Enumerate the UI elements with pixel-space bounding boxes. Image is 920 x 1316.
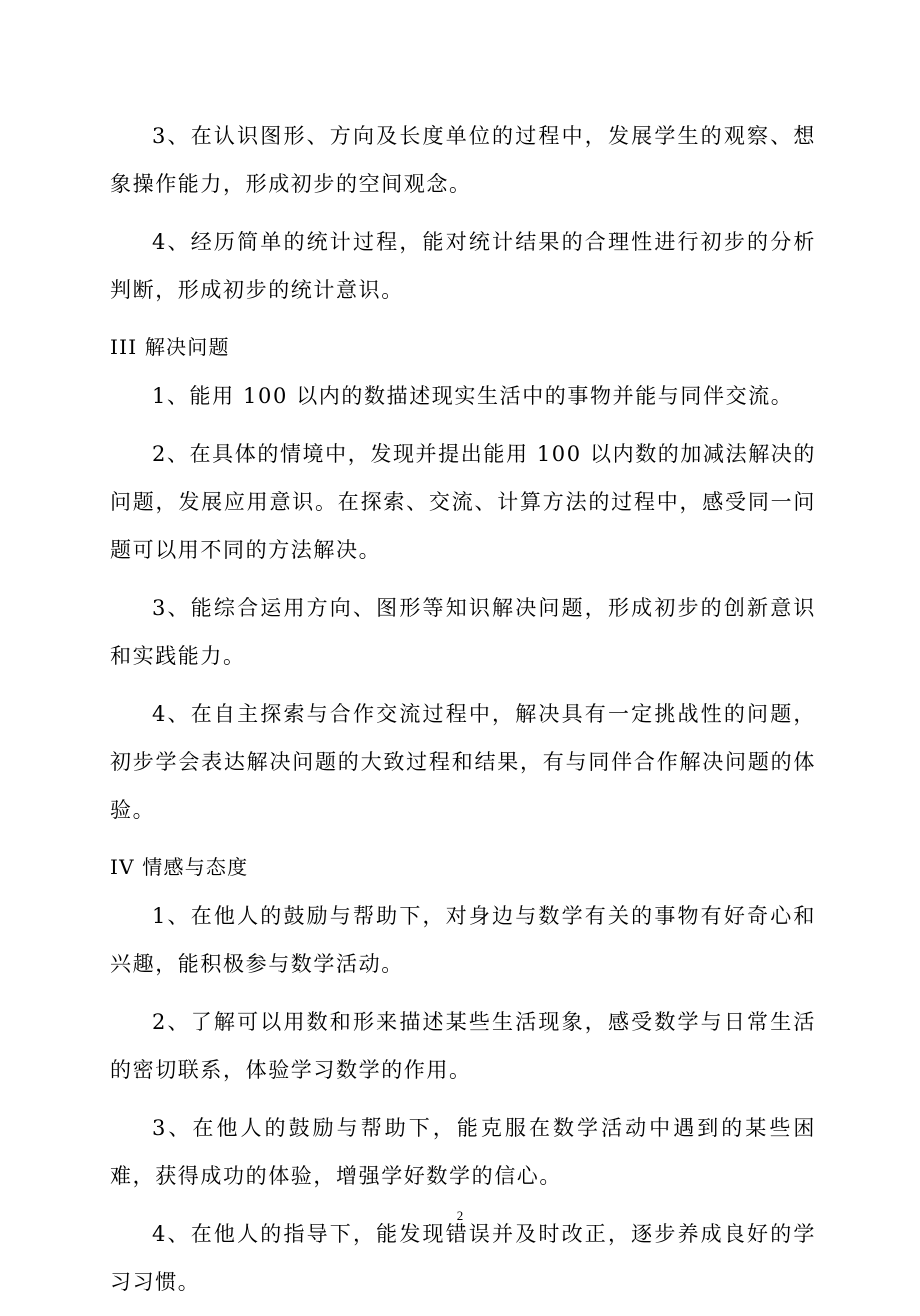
paragraph: 2、在具体的情境中，发现并提出能用 100 以内数的加减法解决的问题，发展应用意识。在探索、交流、计算方法的过程中，感受同一问题可以用不同的方法解决。 <box>110 442 816 562</box>
document-body <box>110 112 816 1316</box>
paragraph: 1、在他人的鼓励与帮助下，对身边与数学有关的事物有好奇心和兴趣，能积极参与数学活动。 <box>110 904 816 976</box>
paragraph: 3、能综合运用方向、图形等知识解决问题，形成初步的创新意识和实践能力。 <box>110 596 816 668</box>
paragraph: 1、能用 100 以内的数描述现实生活中的事物并能与同伴交流。 <box>152 384 794 408</box>
section-heading: IV 情感与态度 <box>110 855 249 879</box>
paragraph: 4、在自主探索与合作交流过程中，解决具有一定挑战性的问题，初步学会表达解决问题的大致过程和结果，有与同伴合作解决问题的体验。 <box>110 702 816 822</box>
paragraph: 3、在他人的鼓励与帮助下，能克服在数学活动中遇到的某些困难，获得成功的体验，增强学好数学的信心。 <box>110 1116 816 1188</box>
section-heading: III 解决问题 <box>110 335 230 359</box>
paragraph: 4、在他人的指导下，能发现错误并及时改正，逐步养成良好的学习习惯。 <box>110 1222 816 1294</box>
page-number: 2 <box>456 1208 464 1223</box>
paragraph: 2、了解可以用数和形来描述某些生活现象，感受数学与日常生活的密切联系，体验学习数学的作用。 <box>110 1010 816 1082</box>
paragraph: 3、在认识图形、方向及长度单位的过程中，发展学生的观察、想象操作能力，形成初步的空间观念。 <box>110 124 816 196</box>
paragraph: 4、经历简单的统计过程，能对统计结果的合理性进行初步的分析判断，形成初步的统计意识。 <box>110 230 816 302</box>
